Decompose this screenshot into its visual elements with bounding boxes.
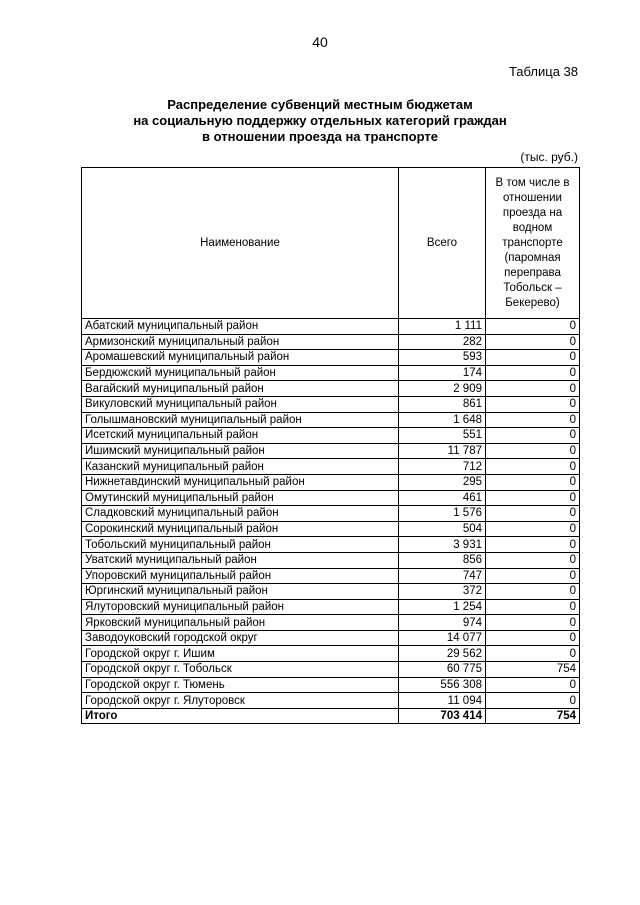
table-row xyxy=(82,537,580,553)
cell-total: 861 xyxy=(399,396,486,412)
cell-name: Ярковский муниципальный район xyxy=(82,615,399,631)
cell-total: 60 775 xyxy=(399,662,486,678)
cell-name: Городской округ г. Тюмень xyxy=(82,677,399,693)
cell-name: Сладковский муниципальный район xyxy=(82,506,399,522)
cell-water: 0 xyxy=(486,396,580,412)
table-header-row xyxy=(82,168,580,319)
cell-name: Городской округ г. Ишим xyxy=(82,646,399,662)
header-water-transport: В том числе в отношении проезда на водном транспорте (паромная переправа Тобольск – Бекерево) xyxy=(486,168,580,319)
table-label: Таблица 38 xyxy=(508,64,578,79)
cell-total: 504 xyxy=(399,521,486,537)
cell-water: 0 xyxy=(486,459,580,475)
table-row xyxy=(82,677,580,693)
header-total: Всего xyxy=(399,168,486,319)
cell-total: 974 xyxy=(399,615,486,631)
cell-name: Упоровский муниципальный район xyxy=(82,568,399,584)
cell-water: 0 xyxy=(486,552,580,568)
cell-water: 0 xyxy=(486,381,580,397)
title-line-2: на социальную поддержку отдельных категорий граждан xyxy=(133,113,507,128)
cell-water: 0 xyxy=(486,443,580,459)
cell-name: Омутинский муниципальный район xyxy=(82,490,399,506)
cell-name: Городской округ г. Тобольск xyxy=(82,662,399,678)
title-line-1: Распределение субвенций местным бюджетам xyxy=(167,97,473,112)
cell-name: Армизонский муниципальный район xyxy=(82,334,399,350)
cell-name: Юргинский муниципальный район xyxy=(82,584,399,600)
cell-water: 0 xyxy=(486,630,580,646)
title-line-3: в отношении проезда на транспорте xyxy=(202,129,438,144)
cell-total: 712 xyxy=(399,459,486,475)
units-label: (тыс. руб.) xyxy=(520,150,578,164)
cell-total: 556 308 xyxy=(399,677,486,693)
cell-total: 282 xyxy=(399,334,486,350)
table-row xyxy=(82,459,580,475)
table-row xyxy=(82,521,580,537)
cell-water: 0 xyxy=(486,365,580,381)
table-row xyxy=(82,381,580,397)
cell-name: Аромашевский муниципальный район xyxy=(82,350,399,366)
table-row xyxy=(82,630,580,646)
table-row xyxy=(82,443,580,459)
cell-water: 0 xyxy=(486,677,580,693)
cell-water: 0 xyxy=(486,490,580,506)
cell-water: 0 xyxy=(486,537,580,553)
table-row xyxy=(82,334,580,350)
document-title xyxy=(0,97,640,145)
cell-water: 0 xyxy=(486,428,580,444)
table-row xyxy=(82,584,580,600)
subventions-table xyxy=(81,167,580,724)
cell-total: 174 xyxy=(399,365,486,381)
header-name: Наименование xyxy=(82,168,399,319)
cell-name: Викуловский муниципальный район xyxy=(82,396,399,412)
cell-total: 3 931 xyxy=(399,537,486,553)
table-row xyxy=(82,428,580,444)
table-row xyxy=(82,615,580,631)
cell-water: 0 xyxy=(486,584,580,600)
cell-water: 0 xyxy=(486,334,580,350)
cell-name: Исетский муниципальный район xyxy=(82,428,399,444)
table-row xyxy=(82,693,580,709)
cell-water: 0 xyxy=(486,615,580,631)
table-row xyxy=(82,662,580,678)
cell-name: Ялуторовский муниципальный район xyxy=(82,599,399,615)
cell-water: 0 xyxy=(486,319,580,335)
table-row xyxy=(82,599,580,615)
cell-water: 0 xyxy=(486,412,580,428)
cell-total: 372 xyxy=(399,584,486,600)
cell-total: 14 077 xyxy=(399,630,486,646)
cell-water: 0 xyxy=(486,693,580,709)
cell-name: Итого xyxy=(82,708,399,724)
cell-name: Нижнетавдинский муниципальный район xyxy=(82,474,399,490)
cell-name: Заводоуковский городской округ xyxy=(82,630,399,646)
cell-total: 856 xyxy=(399,552,486,568)
cell-water: 0 xyxy=(486,350,580,366)
cell-total: 461 xyxy=(399,490,486,506)
table-row xyxy=(82,396,580,412)
cell-name: Сорокинский муниципальный район xyxy=(82,521,399,537)
cell-name: Тобольский муниципальный район xyxy=(82,537,399,553)
cell-water: 754 xyxy=(486,662,580,678)
cell-total: 1 254 xyxy=(399,599,486,615)
cell-total: 11 094 xyxy=(399,693,486,709)
cell-water: 0 xyxy=(486,506,580,522)
cell-water: 0 xyxy=(486,599,580,615)
cell-name: Голышмановский муниципальный район xyxy=(82,412,399,428)
cell-name: Бердюжский муниципальный район xyxy=(82,365,399,381)
cell-total: 29 562 xyxy=(399,646,486,662)
cell-name: Уватский муниципальный район xyxy=(82,552,399,568)
table-row xyxy=(82,490,580,506)
cell-water: 0 xyxy=(486,521,580,537)
cell-total: 703 414 xyxy=(399,708,486,724)
table-row xyxy=(82,474,580,490)
cell-name: Городской округ г. Ялуторовск xyxy=(82,693,399,709)
page-number: 40 xyxy=(312,34,328,50)
cell-total: 295 xyxy=(399,474,486,490)
cell-total: 1 576 xyxy=(399,506,486,522)
cell-name: Казанский муниципальный район xyxy=(82,459,399,475)
table-row xyxy=(82,365,580,381)
table-row xyxy=(82,506,580,522)
cell-total: 747 xyxy=(399,568,486,584)
table-row xyxy=(82,568,580,584)
cell-water: 0 xyxy=(486,474,580,490)
table-row xyxy=(82,646,580,662)
cell-water: 0 xyxy=(486,646,580,662)
table-row xyxy=(82,350,580,366)
table-row xyxy=(82,552,580,568)
cell-total: 11 787 xyxy=(399,443,486,459)
cell-total: 593 xyxy=(399,350,486,366)
table-row xyxy=(82,412,580,428)
cell-name: Ишимский муниципальный район xyxy=(82,443,399,459)
cell-total: 1 111 xyxy=(399,319,486,335)
cell-total: 551 xyxy=(399,428,486,444)
table-row xyxy=(82,319,580,335)
table-body xyxy=(82,319,580,724)
cell-total: 2 909 xyxy=(399,381,486,397)
cell-name: Абатский муниципальный район xyxy=(82,319,399,335)
cell-total: 1 648 xyxy=(399,412,486,428)
cell-water: 754 xyxy=(486,708,580,724)
cell-name: Вагайский муниципальный район xyxy=(82,381,399,397)
total-row xyxy=(82,708,580,724)
cell-water: 0 xyxy=(486,568,580,584)
